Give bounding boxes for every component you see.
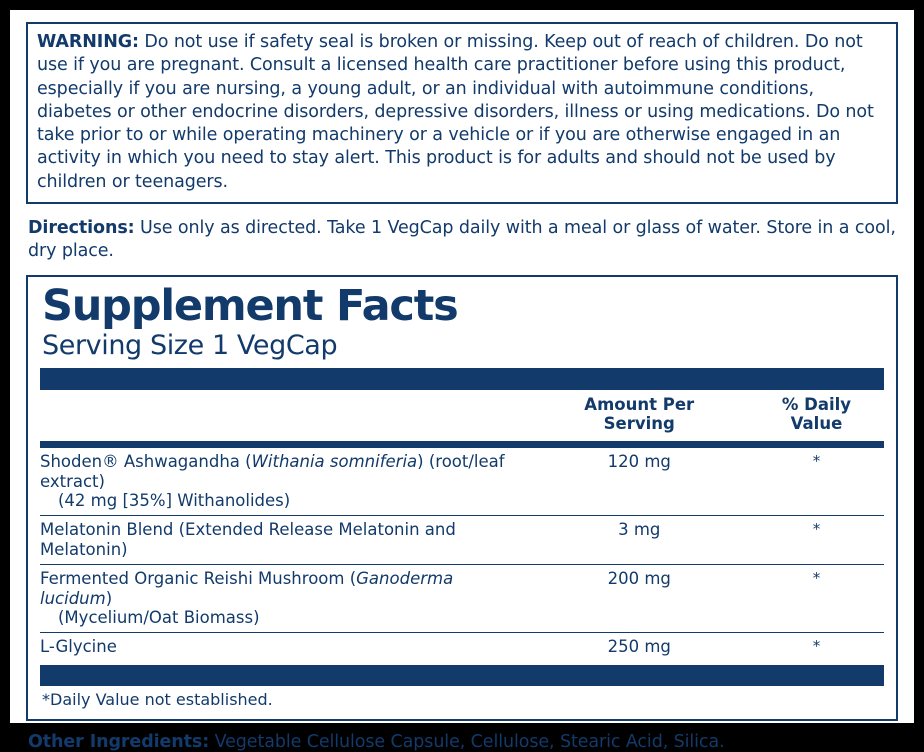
col-header-amount xyxy=(530,390,749,441)
nutrient-main: L-Glycine xyxy=(40,637,117,657)
warning-body: Do not use if safety seal is broken or missing. Keep out of reach of children. Do not use if you are pregnant. Consult a licensed health care practitioner before using this product, especially if you are nursing, a young adult, or an individual with autoimmune conditions, diabetes or other endocrine disorders, depressive disorders, illness or using medications. Do not take prior to or while operating machinery or a vehicle or if you are otherwise engaged in an activity in which you need to stay alert. This product is for adults and should not be used by children or teenagers. xyxy=(37,32,874,192)
supplement-label-page xyxy=(10,10,914,752)
table-header-row xyxy=(40,390,884,441)
row-daily-value: * xyxy=(749,633,884,661)
row-amount: 200 mg xyxy=(530,564,749,632)
supplement-facts-table xyxy=(40,390,884,441)
row-nutrient-name xyxy=(40,448,530,516)
nutrient-after: ) (root/leaf extract) xyxy=(40,451,505,491)
row-daily-value: * xyxy=(812,451,821,470)
supplement-facts-panel xyxy=(26,275,898,721)
row-daily-value: * xyxy=(749,516,884,565)
supplement-facts-rows xyxy=(40,448,884,661)
row-amount: 250 mg xyxy=(530,633,749,661)
other-ingredients-body: Vegetable Cellulose Capsule, Cellulose, Stearic Acid, Silica. xyxy=(209,732,725,752)
col-header-daily-value xyxy=(749,390,884,441)
header-rule-medium xyxy=(40,441,884,448)
nutrient-subline: (42 mg [35%] Withanolides) xyxy=(58,491,291,511)
directions-block xyxy=(28,217,896,264)
supplement-facts-title: Supplement Facts xyxy=(42,281,458,332)
table-row xyxy=(40,633,884,661)
nutrient-main: Melatonin Blend (Extended Release Melatonin and Melatonin) xyxy=(40,520,456,560)
warning-text xyxy=(37,31,887,194)
row-amount: 120 mg xyxy=(607,451,671,471)
other-ingredients-block xyxy=(28,732,896,752)
amount-line-2: Serving xyxy=(603,413,675,433)
nutrient-main: Fermented Organic Reishi Mushroom ( xyxy=(40,568,357,588)
warning-box xyxy=(26,22,898,204)
table-row xyxy=(40,448,884,516)
table-head xyxy=(40,390,884,441)
other-ingredients-label: Other Ingredients: xyxy=(28,732,210,752)
nutrient-latin: Withania somniferia xyxy=(251,451,418,471)
directions-label: Directions: xyxy=(28,217,135,238)
table-row xyxy=(40,516,884,565)
warning-label: WARNING: xyxy=(37,32,139,52)
daily-value-footnote: *Daily Value not established. xyxy=(42,690,273,710)
row-nutrient-name xyxy=(40,633,530,661)
nutrient-latin: Ganoderma lucidum xyxy=(40,568,454,608)
directions-body: Use only as directed. Take 1 VegCap daily with a meal or glass of water. Store in a cool, dry place. xyxy=(28,217,896,262)
amount-line-1: Amount Per xyxy=(584,394,695,414)
row-daily-value: * xyxy=(749,564,884,632)
footer-rule-thick xyxy=(40,665,884,686)
table-body xyxy=(40,448,884,661)
row-amount: 3 mg xyxy=(530,516,749,565)
table-row xyxy=(40,564,884,632)
nutrient-after: ) xyxy=(105,588,113,608)
serving-size: Serving Size 1 VegCap xyxy=(42,330,338,362)
col-header-nutrient xyxy=(40,390,530,441)
dv-line-2: Value xyxy=(790,413,843,433)
nutrient-main: Shoden® Ashwagandha ( xyxy=(40,451,252,471)
header-rule-thick xyxy=(40,368,884,390)
row-nutrient-name xyxy=(40,516,530,565)
row-nutrient-name xyxy=(40,564,530,632)
dv-line-1: % Daily xyxy=(781,394,852,414)
nutrient-subline: (Mycelium/Oat Biomass) xyxy=(58,608,260,628)
